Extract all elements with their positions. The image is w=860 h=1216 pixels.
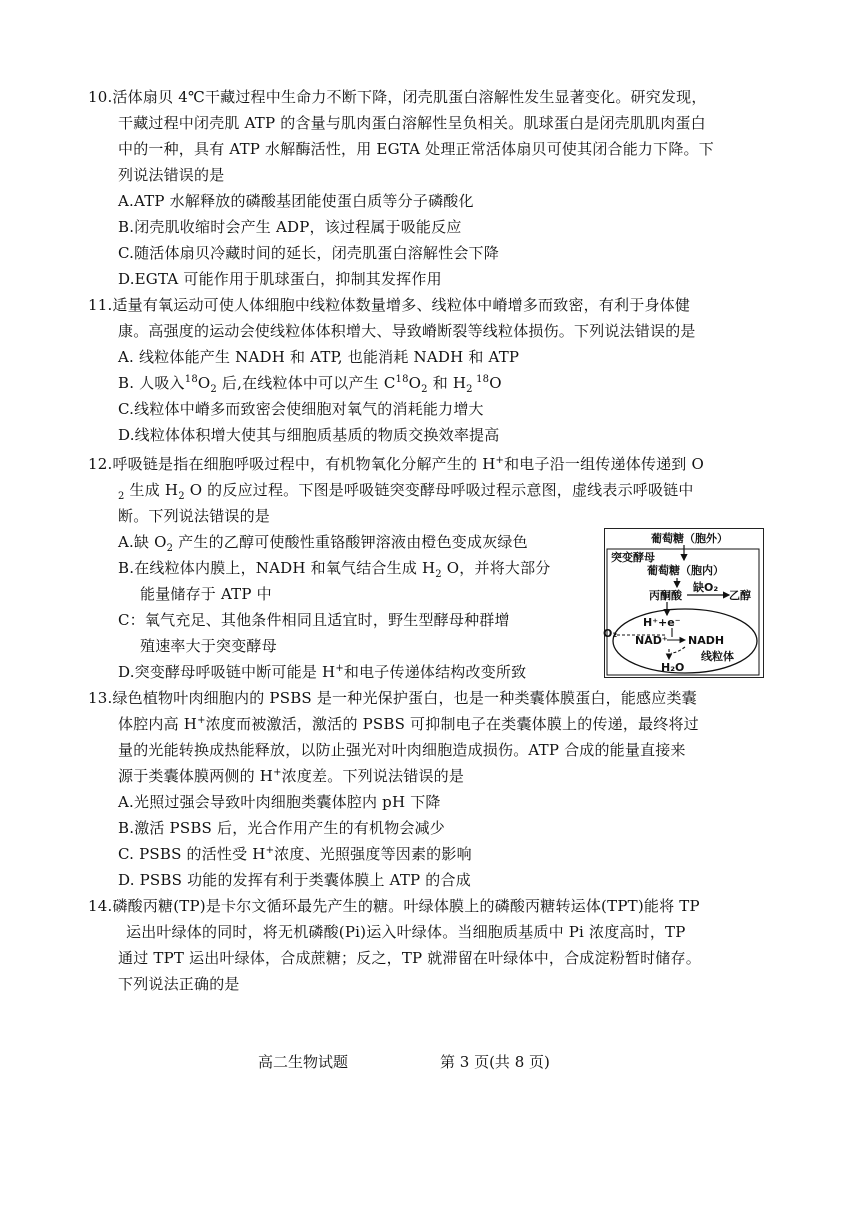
q10-option-b: B.闭壳肌收缩时会产生 ADP，该过程属于吸能反应	[118, 218, 462, 236]
q11-option-c: C.线粒体中嵴多而致密会使细胞对氧气的消耗能力增大	[118, 400, 484, 418]
q10-option-c: C.随活体扇贝冷藏时间的延长，闭壳肌蛋白溶解性会下降	[118, 244, 499, 262]
q12-option-b-line-2: 能量储存于 ATP 中	[140, 585, 272, 603]
diagram-svg	[605, 529, 763, 677]
dashed-chain-interrupt	[671, 647, 685, 653]
q11-option-a: A. 线粒体能产生 NADH 和 ATP, 也能消耗 NADH 和 ATP	[118, 348, 520, 366]
q10-stem-line-3: 中的一种，具有 ATP 水解酶活性，用 EGTA 处理正常活体扇贝可使其闭合能力下降。下	[118, 140, 714, 158]
label-pyruvate: 丙酮酸	[649, 589, 682, 602]
label-mutant-yeast: 突变酵母	[611, 551, 655, 564]
q10-option-d: D.EGTA 可能作用于肌球蛋白，抑制其发挥作用	[118, 270, 442, 288]
q11-option-d: D.线粒体体积增大使其与细胞质基质的物质交换效率提高	[118, 426, 500, 444]
q11-stem-line-2: 康。高强度的运动会使线粒体体积增大、导致嵴断裂等线粒体损伤。下列说法错误的是	[118, 322, 696, 340]
q12-stem-line-2: $_2$ 生成 $H_2$ O 的反应过程。下图是呼吸链突变酵母呼吸过程示意图，虚线表示呼吸链中	[118, 481, 694, 502]
label-water: H₂O	[661, 661, 685, 674]
q10-stem-line-1: 10.活体扇贝 4℃干藏过程中生命力不断下降，闭壳肌蛋白溶解性发生显著变化。研究发现，	[88, 88, 707, 106]
q14-stem-line-1: 14.磷酸丙糖(TP)是卡尔文循环最先产生的糖。叶绿体膜上的磷酸丙糖转运体(TPT)能将 TP	[88, 897, 700, 915]
q13-stem-line-1: 13.绿色植物叶肉细胞内的 PSBS 是一种光保护蛋白，也是一种类囊体膜蛋白，能感应类囊	[88, 689, 697, 707]
q13-stem-line-4: 源于类囊体膜两侧的 H+浓度差。下列说法错误的是	[118, 767, 465, 785]
q10-option-a: A.ATP 水解释放的磷酸基团能使蛋白质等分子磷酸化	[118, 192, 474, 210]
q12-option-a: A.缺 $O_2$ 产生的乙醇可使酸性重铬酸钾溶液由橙色变成灰绿色	[118, 533, 528, 554]
q13-option-c: C. PSBS 的活性受 H+浓度、光照强度等因素的影响	[118, 845, 472, 863]
q14-stem-line-3: 通过 TPT 运出叶绿体，合成蔗糖；反之，TP 就滞留在叶绿体中，合成淀粉暂时储存。	[118, 949, 701, 967]
footer-page-number: 第 3 页(共 8 页)	[440, 1053, 550, 1071]
label-glucose-inside: 葡萄糖（胞内）	[647, 564, 724, 577]
footer-subject: 高二生物试题	[258, 1053, 349, 1071]
label-nad: NAD⁺	[635, 634, 668, 647]
q13-option-a: A.光照过强会导致叶肉细胞类囊体腔内 pH 下降	[118, 793, 441, 811]
q10-stem-line-2: 干藏过程中闭壳肌 ATP 的含量与肌肉蛋白溶解性呈负相关。肌球蛋白是闭壳肌肌肉蛋白	[118, 114, 706, 132]
q14-stem-line-2: 运出叶绿体的同时，将无机磷酸(Pi)运入叶绿体。当细胞质基质中 Pi 浓度高时，TP	[126, 923, 686, 941]
q12-option-c-line-2: 殖速率大于突变酵母	[140, 637, 277, 655]
q11-stem-line-1: 11.适量有氧运动可使人体细胞中线粒体数量增多、线粒体中嵴增多而致密，有利于身体健	[88, 296, 691, 314]
q10-stem-line-4: 列说法错误的是	[118, 166, 225, 184]
label-h-e: H⁺+e⁻	[643, 616, 681, 629]
label-nadh: NADH	[688, 634, 725, 647]
label-mitochondrion: 线粒体	[701, 650, 734, 663]
q14-stem-line-4: 下列说法正确的是	[118, 975, 240, 993]
q13-option-b: B.激活 PSBS 后，光合作用产生的有机物会减少	[118, 819, 445, 837]
q13-option-d: D. PSBS 功能的发挥有利于类囊体膜上 ATP 的合成	[118, 871, 471, 889]
q12-option-b-line-1: B.在线粒体内膜上，NADH 和氧气结合生成 $H_2$ O，并将大部分	[118, 559, 551, 580]
q12-stem-line-3: 断。下列说法错误的是	[118, 507, 271, 525]
q11-option-b: B. 人吸入$^{18}O_2$ 后,在线粒体中可以产生 $C^{18}O_2$ 和 $H_2$ $^{18}$O	[118, 374, 502, 395]
respiration-chain-diagram	[604, 528, 764, 678]
q12-stem-line-1: 12.呼吸链是指在细胞呼吸过程中，有机物氧化分解产生的 H+和电子沿一组传递体传递到 O	[88, 455, 704, 473]
label-glucose-outside: 葡萄糖（胞外）	[651, 532, 728, 545]
q12-option-d: D.突变酵母呼吸链中断可能是 H+和电子传递体结构改变所致	[118, 663, 527, 681]
q13-stem-line-3: 量的光能转换成热能释放，以防止强光对叶肉细胞造成损伤。ATP 合成的能量直接来	[118, 741, 686, 759]
label-oxygen: O₂	[603, 627, 618, 640]
q13-stem-line-2: 体腔内高 H+浓度而被激活，激活的 PSBS 可抑制电子在类囊体膜上的传递，最终将过	[118, 715, 699, 733]
label-lack-oxygen: 缺O₂	[693, 581, 719, 594]
q12-option-c-line-1: C：氧气充足、其他条件相同且适宜时，野生型酵母种群增	[118, 611, 510, 629]
label-ethanol: 乙醇	[729, 589, 751, 602]
